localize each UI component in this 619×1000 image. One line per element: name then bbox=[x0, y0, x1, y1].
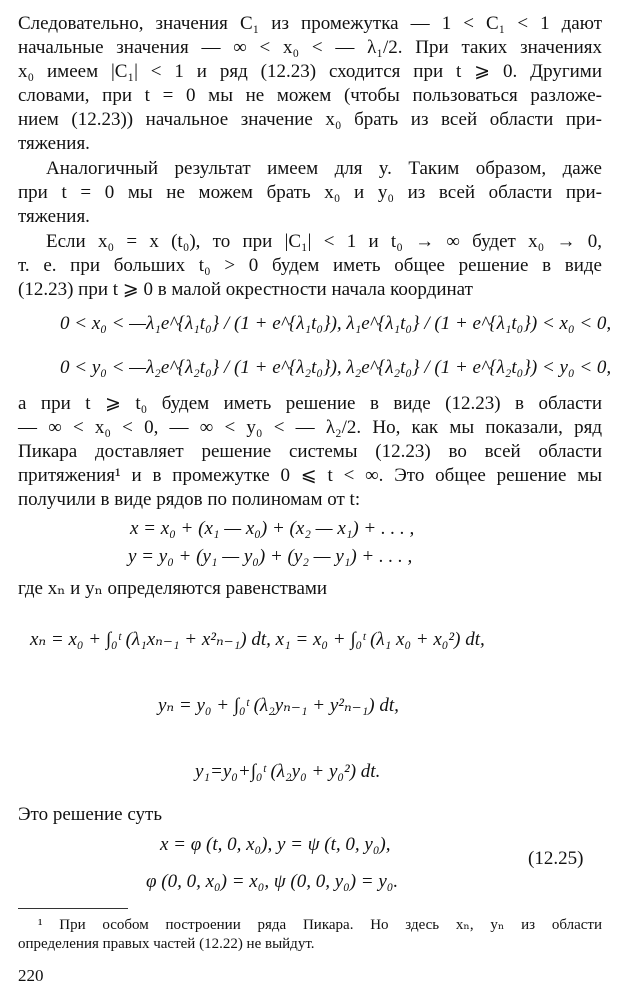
text-line: при t = 0 мы не можем брать x₀ и y₀ из всей области при- bbox=[18, 182, 602, 203]
inequality-y: 0 < y₀ < —λ₂e^{λ₂t₀} / (1 + e^{λ₂t₀}), λ₂e^{λ₂t₀} / (1 + e^{λ₂t₀}) < y₀ < 0, bbox=[60, 357, 612, 378]
text-line: словами, при t = 0 мы не можем (чтобы пользоваться разложе- bbox=[18, 85, 602, 106]
text-line: а при t ⩾ t₀ будем иметь решение в виде (12.23) в области bbox=[18, 393, 602, 414]
equation-yn: yₙ = y₀ + ∫₀ᵗ (λ₂yₙ₋₁ + y²ₙ₋₁) dt, bbox=[158, 695, 399, 716]
text-line: тяжения. bbox=[18, 206, 90, 227]
text-line: получили в виде рядов по полиномам от t: bbox=[18, 489, 361, 510]
text-line: Если x₀ = x (t₀), то при |C₁| < 1 и t₀ → ∞ будет x₀ → 0, bbox=[46, 231, 602, 252]
text-line: x₀ имеем |C₁| < 1 и ряд (12.23) сходится при t ⩾ 0. Другими bbox=[18, 61, 602, 82]
footnote-rule bbox=[18, 908, 128, 909]
text-line: нием (12.23)) начальное значение x₀ брать из всей области при- bbox=[18, 109, 602, 130]
text-line: Пикара доставляет решение системы (12.23) во всей области bbox=[18, 441, 602, 462]
footnote-line: ¹ При особом построении ряда Пикара. Но здесь xₙ, yₙ из области bbox=[38, 917, 602, 933]
text-line: Следовательно, значения C₁ из промежутка — 1 < C₁ < 1 дают bbox=[18, 13, 602, 34]
text-line: тяжения. bbox=[18, 133, 90, 154]
text-line: Аналогичный результат имеем для y. Таким образом, даже bbox=[46, 158, 602, 179]
text-line: — ∞ < x₀ < 0, — ∞ < y₀ < — λ₂/2. Но, как мы показали, ряд bbox=[18, 417, 602, 438]
equation-xn: xₙ = x₀ + ∫₀ᵗ (λ₁xₙ₋₁ + x²ₙ₋₁) dt, x₁ = x₀ + ∫₀ᵗ (λ₁ x₀ + x₀²) dt, bbox=[30, 629, 485, 650]
solution-line-2: φ (0, 0, x₀) = x₀, ψ (0, 0, y₀) = y₀. bbox=[146, 871, 399, 892]
text-line: где xₙ и yₙ определяются равенствами bbox=[18, 578, 328, 599]
text-line: т. е. при больших t₀ > 0 будем иметь общее решение в виде bbox=[18, 255, 602, 276]
inequality-x: 0 < x₀ < —λ₁e^{λ₁t₀} / (1 + e^{λ₁t₀}), λ₁e^{λ₁t₀} / (1 + e^{λ₁t₀}) < x₀ < 0, bbox=[60, 313, 612, 334]
solution-line-1: x = φ (t, 0, x₀), y = ψ (t, 0, y₀), bbox=[160, 834, 391, 855]
text-line: начальные значения — ∞ < x₀ < — λ₁/2. При таких значениях bbox=[18, 37, 602, 58]
footnote-line: определения правых частей (12.22) не выйдут. bbox=[18, 936, 315, 952]
page-number: 220 bbox=[18, 966, 44, 985]
text-line: притяжения¹ и в промежутке 0 ⩽ t < ∞. Это общее решение мы bbox=[18, 465, 602, 486]
series-x: x = x₀ + (x₁ — x₀) + (x₂ — x₁) + . . . , bbox=[130, 518, 415, 539]
equation-y1: y₁=y₀+∫₀ᵗ (λ₂y₀ + y₀²) dt. bbox=[195, 761, 381, 782]
series-y: y = y₀ + (y₁ — y₀) + (y₂ — y₁) + . . . , bbox=[128, 546, 413, 567]
equation-number: (12.25) bbox=[528, 848, 584, 869]
text-line: (12.23) при t ⩾ 0 в малой окрестности начала координат bbox=[18, 279, 473, 300]
text-line: Это решение суть bbox=[18, 804, 163, 825]
